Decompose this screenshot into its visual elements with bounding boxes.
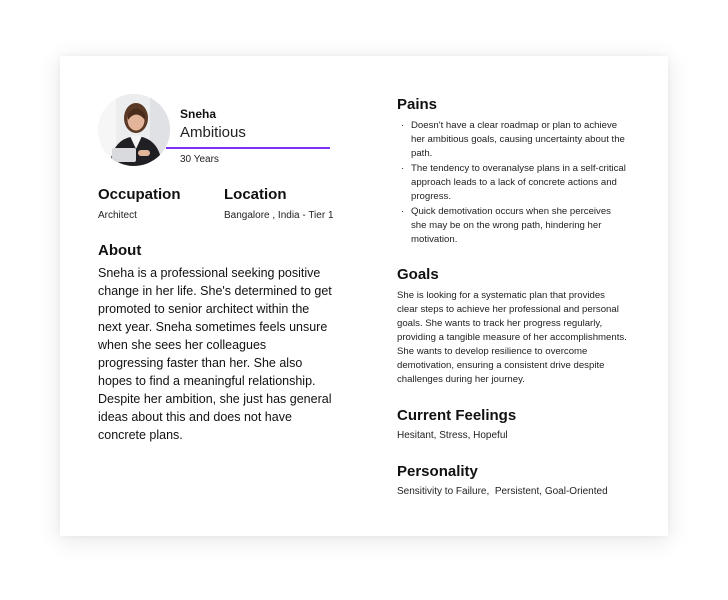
goals-text: She is looking for a systematic plan that provides clear steps to achieve her professional and personal goals. She wants to track her progress regularly, providing a tangible measure of her accomplishments. She wants to develop resilience to overcome demotivation, ensuring a consistent drive despite challenges during her journey. [397,290,627,385]
about-heading: About [98,242,142,259]
occupation-heading: Occupation [98,186,181,203]
location-value: Bangalore , India - Tier 1 [224,210,334,221]
feelings-text: Hesitant, Stress, Hopeful [397,430,508,441]
occupation-value: Architect [98,210,137,221]
avatar-photo [98,94,170,166]
pains-list [397,119,627,248]
personality-heading: Personality [397,463,478,480]
pain-item: · The tendency to overanalyse plans in a self-critical approach leads to a lack of concrete actions and progress. [401,163,626,202]
about-text: Sneha is a professional seeking positive change in her life. She's determined to get promoted to senior architect within the next year. Sneha sometimes feels unsure when she sees her colleagues progressing faster than her. She also hopes to find a meaningful relationship. Despite her ambition, she just has general ideas about this and does not have concrete plans. [98,266,332,442]
persona-name: Sneha [180,107,217,121]
pains-heading: Pains [397,96,438,113]
personality-text: Sensitivity to Failure, Persistent, Goal-Oriented [397,486,608,497]
accent-divider [166,147,330,149]
location-heading: Location [224,186,287,203]
pain-item: · Quick demotivation occurs when she perceives she may be on the wrong path, hindering her motivation. [401,206,611,245]
persona-card [60,56,668,536]
persona-age: 30 Years [180,154,219,165]
pain-item-text: Quick demotivation occurs when she perceives she may be on the wrong path, hindering her motivation. [411,206,611,245]
pain-item-text: The tendency to overanalyse plans in a self-critical approach leads to a lack of concrete actions and progress. [411,163,626,202]
pain-item: · Doesn't have a clear roadmap or plan to achieve her ambitious goals, causing uncertainty about the path. [401,120,625,159]
avatar [98,94,170,166]
feelings-heading: Current Feelings [397,407,517,424]
pain-item-text: Doesn't have a clear roadmap or plan to achieve her ambitious goals, causing uncertainty about the path. [411,120,625,159]
goals-heading: Goals [397,266,439,283]
persona-tagline: Ambitious [180,124,246,141]
